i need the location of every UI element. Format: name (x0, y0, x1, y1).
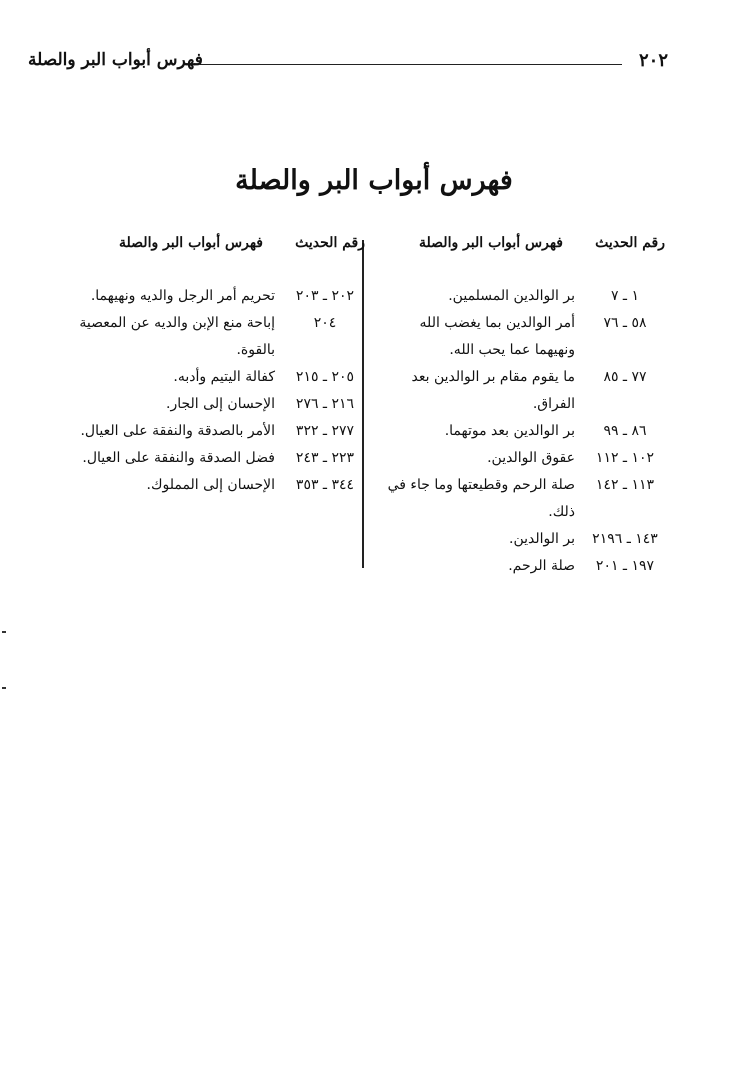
chapter-subject: الإحسان إلى الجار. (166, 396, 275, 412)
index-entry (75, 472, 365, 499)
column-header-subject: فهرس أبواب البر والصلة (419, 235, 563, 251)
hadith-number-range: ١١٣ ـ ١٤٢ (595, 477, 655, 493)
chapter-subject: أمر الوالدين بما يغضب الله ونهيهما عما يحب الله. (419, 315, 575, 358)
hadith-number-range: ١ ـ ٧ (610, 288, 640, 304)
chapter-subject: بر الوالدين بعد موتهما. (444, 423, 575, 439)
chapter-subject: فضل الصدقة والنفقة على العيال. (82, 450, 275, 466)
index-entry (385, 283, 665, 310)
hadith-number-range: ١٤٣ ـ ٢١٩٦ (592, 531, 658, 547)
index-entries (75, 283, 365, 499)
index-entry (385, 445, 665, 472)
column-header (385, 235, 665, 261)
chapter-subject: صلة الرحم. (508, 558, 575, 574)
running-header (28, 50, 668, 80)
chapter-subject: بر الوالدين. (509, 531, 575, 547)
chapter-subject: بر الوالدين المسلمين. (448, 288, 575, 304)
hadith-number-range: ٢٠٥ ـ ٢١٥ (295, 369, 355, 385)
column-header (75, 235, 365, 261)
hadith-number-range: ٢٠٤ (313, 315, 337, 331)
hadith-number-range: ٢٠٢ ـ ٢٠٣ (295, 288, 355, 304)
index-entry (75, 310, 365, 364)
chapter-subject: الإحسان إلى المملوك. (146, 477, 275, 493)
scan-edge-mark (2, 631, 6, 633)
chapter-subject: صلة الرحم وقطيعتها وما جاء في ذلك. (387, 477, 575, 520)
page-title: فهرس أبواب البر والصلة (235, 165, 513, 196)
index-entry (75, 364, 365, 391)
chapter-subject: الأمر بالصدقة والنفقة على العيال. (80, 423, 275, 439)
index-entry (75, 283, 365, 310)
index-entry (75, 445, 365, 472)
column-header-number: رقم الحديث (295, 235, 365, 251)
index-entries (385, 283, 665, 580)
hadith-number-range: ٢١٦ ـ ٢٧٦ (295, 396, 355, 412)
column-header-subject: فهرس أبواب البر والصلة (119, 235, 263, 251)
chapter-subject: كفالة اليتيم وأدبه. (173, 369, 275, 385)
running-title: فهرس أبواب البر والصلة (28, 50, 203, 70)
chapter-subject: تحريم أمر الرجل والديه ونهيهما. (90, 288, 275, 304)
hadith-number-range: ٧٧ ـ ٨٥ (603, 369, 647, 385)
hadith-number-range: ٥٨ ـ ٧٦ (603, 315, 647, 331)
page-number: ٢٠٢ (638, 50, 668, 71)
hadith-number-range: ٢٧٧ ـ ٣٢٢ (295, 423, 355, 439)
index-column-right (385, 235, 665, 580)
header-rule (200, 64, 622, 65)
index-entry (385, 310, 665, 364)
index-entry (75, 391, 365, 418)
chapter-subject: إباحة منع الإبن والديه عن المعصية بالقوة. (79, 315, 275, 358)
chapter-subject: ما يقوم مقام بر الوالدين بعد الفراق. (411, 369, 575, 412)
index-entry (385, 418, 665, 445)
index-entry (385, 472, 665, 526)
hadith-number-range: ١٩٧ ـ ٢٠١ (595, 558, 655, 574)
index-entry (75, 418, 365, 445)
hadith-number-range: ٢٢٣ ـ ٢٤٣ (295, 450, 355, 466)
hadith-number-range: ١٠٢ ـ ١١٢ (595, 450, 655, 466)
chapter-subject: عقوق الوالدين. (487, 450, 575, 466)
column-header-number: رقم الحديث (595, 235, 665, 251)
hadith-number-range: ٨٦ ـ ٩٩ (603, 423, 647, 439)
index-entry (385, 364, 665, 418)
scan-edge-mark (2, 687, 6, 689)
hadith-number-range: ٣٤٤ ـ ٣٥٣ (295, 477, 355, 493)
index-entry (385, 553, 665, 580)
index-column-left (75, 235, 365, 499)
index-entry (385, 526, 665, 553)
